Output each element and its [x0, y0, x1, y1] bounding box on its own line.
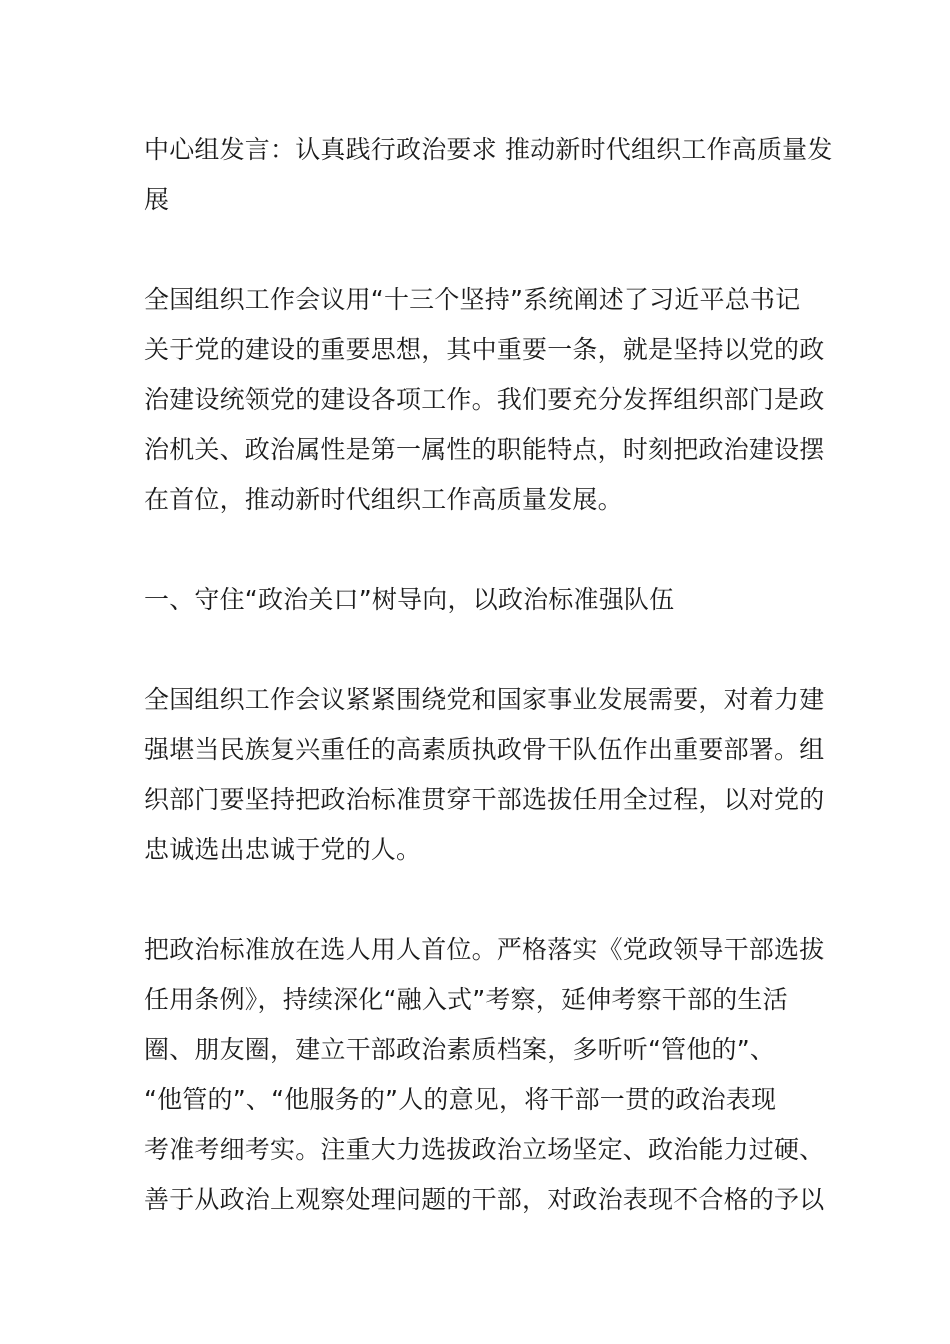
body-paragraph-2 — [144, 925, 825, 1225]
paragraph-line: 关于党的建设的重要思想，其中重要一条，就是坚持以党的政 — [144, 335, 825, 364]
paragraph-line: 善于从政治上观察处理问题的干部，对政治表现不合格的予以 — [144, 1185, 825, 1214]
paragraph-line: 全国组织工作会议用“十三个坚持”系统阐述了习近平总书记 — [144, 285, 801, 314]
title-line: 中心组发言：认真践行政治要求 推动新时代组织工作高质量发 — [144, 135, 833, 164]
title-line: 展 — [144, 185, 170, 214]
paragraph-line: 织部门要坚持把政治标准贯穿干部选拔任用全过程，以对党的 — [144, 785, 825, 814]
paragraph-line: 考准考细考实。注重大力选拔政治立场坚定、政治能力过硬、 — [144, 1135, 825, 1164]
paragraph-line: 把政治标准放在选人用人首位。严格落实《党政领导干部选拔 — [144, 935, 825, 964]
document-title — [144, 125, 833, 225]
section-heading-text: 一、守住“政治关口”树导向，以政治标准强队伍 — [144, 585, 675, 614]
paragraph-line: 忠诚选出忠诚于党的人。 — [144, 835, 422, 864]
intro-paragraph — [144, 275, 825, 525]
body-paragraph-1 — [144, 675, 825, 875]
paragraph-line: 全国组织工作会议紧紧围绕党和国家事业发展需要，对着力建 — [144, 685, 825, 714]
paragraph-line: 在首位，推动新时代组织工作高质量发展。 — [144, 485, 623, 514]
paragraph-line: 治机关、政治属性是第一属性的职能特点，时刻把政治建设摆 — [144, 435, 825, 464]
paragraph-line: “他管的”、“他服务的”人的意见，将干部一贯的政治表现 — [144, 1085, 777, 1114]
paragraph-line: 任用条例》，持续深化“融入式”考察，延伸考察干部的生活 — [144, 985, 788, 1014]
paragraph-line: 强堪当民族复兴重任的高素质执政骨干队伍作出重要部署。组 — [144, 735, 825, 764]
paragraph-line: 治建设统领党的建设各项工作。我们要充分发挥组织部门是政 — [144, 385, 825, 414]
paragraph-line: 圈、朋友圈，建立干部政治素质档案，多听听“管他的”、 — [144, 1035, 776, 1064]
section-heading — [144, 575, 814, 625]
